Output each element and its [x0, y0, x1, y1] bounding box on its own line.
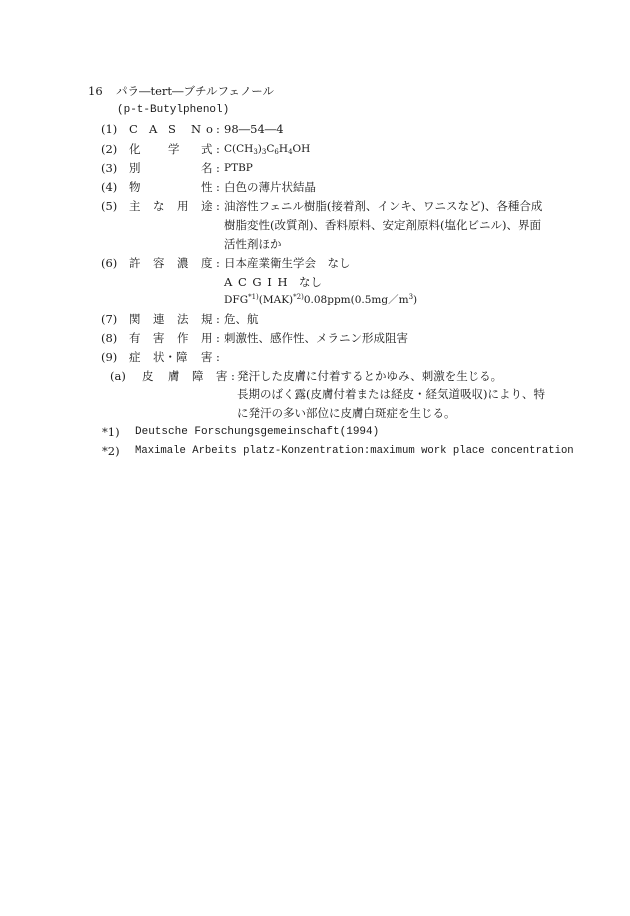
- label-char: 皮: [142, 369, 154, 383]
- label-char: 途: [201, 199, 213, 213]
- label-char: な: [153, 199, 165, 213]
- cas-value: 98―54―4: [224, 122, 284, 136]
- skin-line: 発汗した皮膚に付着するとかゆみ、刺激を生じる。: [237, 369, 503, 383]
- colon: :: [216, 199, 220, 213]
- item-number: (a): [110, 369, 126, 383]
- label-char: 害: [201, 350, 213, 364]
- colon: :: [216, 312, 220, 326]
- colon: :: [216, 331, 220, 345]
- label-char: 障: [192, 369, 204, 383]
- label-char: 連: [153, 312, 165, 326]
- label-char: 容: [153, 256, 165, 270]
- uses-line: 樹脂変性(改質剤)、香料原料、安定剤原料(塩化ビニル)、界面: [224, 218, 541, 232]
- label-char: 用: [177, 199, 189, 213]
- label-char: 主: [129, 199, 141, 213]
- alias-value: PTBP: [224, 162, 253, 174]
- label-char: N: [191, 122, 202, 136]
- label-char: 害: [216, 369, 228, 383]
- item-number: (9): [101, 350, 118, 364]
- colon: :: [231, 369, 235, 383]
- label-char: 関: [129, 312, 141, 326]
- label-char: 性: [201, 180, 213, 194]
- dfg-line: $DFG^{*1)}(MAK)^{*2)}0.08ppm(0.5mg/m^3)$: [224, 293, 418, 306]
- label-char: 名: [201, 161, 213, 175]
- footnote-mark: *2): [102, 444, 120, 458]
- section-title-ja: パラ―tert―ブチルフェノール: [116, 84, 275, 98]
- label-char: S: [168, 122, 176, 136]
- formula-value: $C(CH_3)_3C_6H_4OH$: [224, 143, 311, 156]
- colon: :: [216, 180, 220, 194]
- item-number: (1): [101, 122, 118, 136]
- colon: :: [216, 350, 220, 364]
- label-char: o: [206, 122, 213, 136]
- label-char: 学: [168, 142, 180, 156]
- item-number: (8): [101, 331, 118, 345]
- label-char: 用: [201, 331, 213, 345]
- footnote-text: Maximale Arbeits platz-Konzentration:maximum work place concentration: [135, 445, 574, 457]
- label-char: 別: [129, 161, 141, 175]
- uses-line: 油溶性フェニル樹脂(接着剤、インキ、ワニスなど)、各種合成: [224, 199, 543, 213]
- label-char: 害: [153, 331, 165, 345]
- item-number: (4): [101, 180, 118, 194]
- footnote-mark: *1): [102, 425, 120, 439]
- label-char: 許: [129, 256, 141, 270]
- label-char: 化: [129, 142, 141, 156]
- label-char: 物: [129, 180, 141, 194]
- label-char: A: [149, 122, 158, 136]
- colon: :: [216, 142, 220, 156]
- label-char: 式: [201, 142, 213, 156]
- label-char: 法: [177, 312, 189, 326]
- colon: :: [216, 256, 220, 270]
- label-char: 有: [129, 331, 141, 345]
- footnote-text: Deutsche Forschungsgemeinschaft(1994): [135, 426, 380, 438]
- label-char: C: [129, 122, 138, 136]
- label-char: 度: [201, 256, 213, 270]
- label-char: 膚: [168, 369, 180, 383]
- label-char: 状・障: [153, 350, 188, 364]
- label-char: 規: [201, 312, 213, 326]
- item-number: (5): [101, 199, 118, 213]
- item-number: (2): [101, 142, 118, 156]
- item-number: (6): [101, 256, 118, 270]
- label-char: 作: [177, 331, 189, 345]
- section-title-en: (p-t-Butylphenol): [117, 104, 230, 116]
- concentration-line: 日本産業衛生学会 なし: [224, 256, 351, 270]
- colon: :: [216, 122, 220, 136]
- effects-value: 刺激性、感作性、メラニン形成阻害: [224, 331, 408, 345]
- section-number: 16: [88, 84, 103, 98]
- item-number: (7): [101, 312, 118, 326]
- label-char: 症: [129, 350, 141, 364]
- label-char: 濃: [177, 256, 189, 270]
- colon: :: [216, 161, 220, 175]
- skin-line: に発汗の多い部位に皮膚白斑症を生じる。: [237, 406, 456, 420]
- item-number: (3): [101, 161, 118, 175]
- skin-line: 長期のばく露(皮膚付着または経皮・経気道吸収)により、特: [237, 387, 545, 401]
- uses-line: 活性剤ほか: [224, 237, 282, 251]
- concentration-line: A C G I H なし: [224, 275, 322, 289]
- laws-value: 危、航: [224, 312, 259, 326]
- properties-value: 白色の薄片状結晶: [224, 180, 316, 194]
